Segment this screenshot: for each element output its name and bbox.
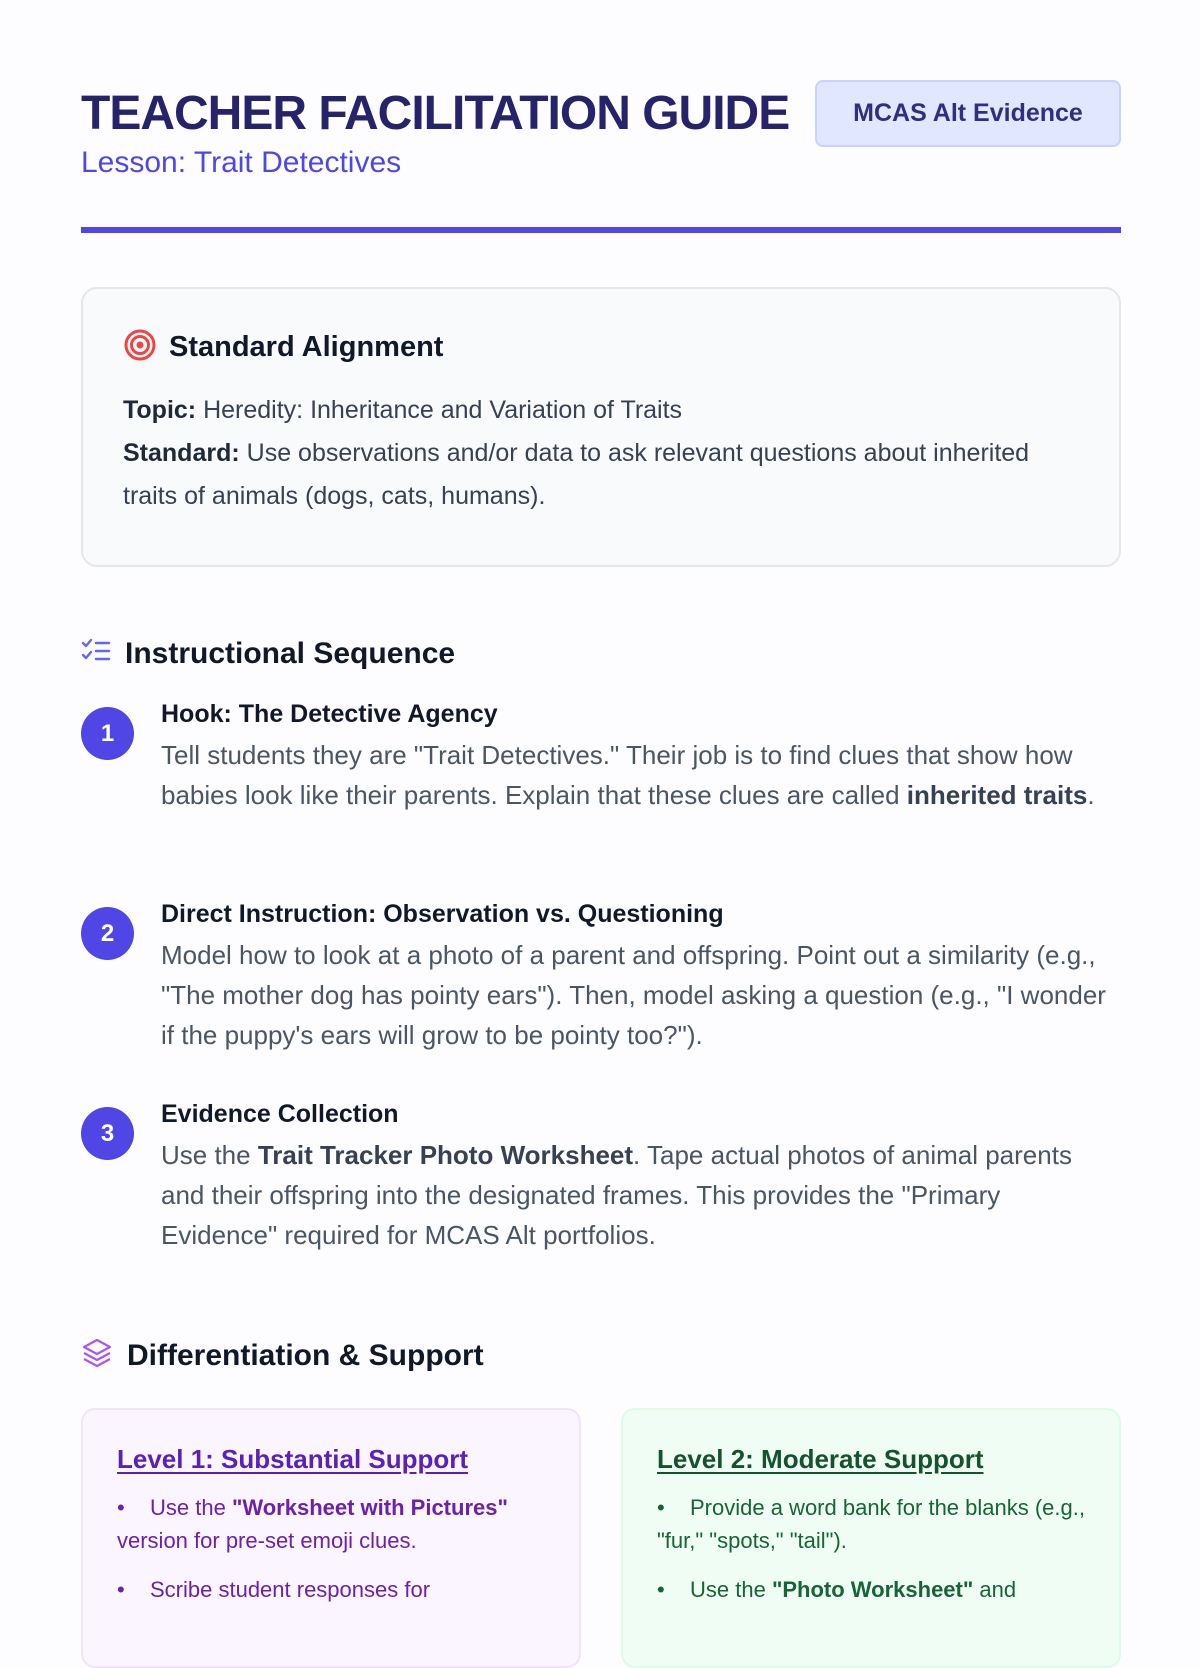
step-text: Model how to look at a photo of a parent and offspring. Point out a similarity (e.g., "The mother dog has pointy ears"). Then, model asking a question (e.g., "I wonder if the puppy's ears will grow to be pointy too?"). [161,940,1106,1050]
differentiation-header [81,1337,484,1374]
differentiation-heading: Differentiation & Support [127,1338,484,1372]
step-title: Direct Instruction: Observation vs. Questioning [161,900,724,928]
lesson-subtitle: Lesson: Trait Detectives [81,146,402,179]
page-header [81,80,1121,190]
step-number: 3 [81,1107,134,1160]
standard-value: Use observations and/or data to ask relevant questions about inherited traits of animals (dogs, cats, humans). [123,439,1030,510]
instructional-sequence-heading: Instructional Sequence [125,636,456,670]
step-title: Evidence Collection [161,1100,399,1128]
page-title: TEACHER FACILITATION GUIDE [81,87,790,140]
level1-title: Level 1: Substantial Support [117,1444,469,1474]
standard-alignment-text [123,389,1079,518]
step-text: Tell students they are "Trait Detectives." Their job is to find clues that show how babies look like their parents. Explain that these clues are called inherited traits. [161,740,1095,810]
list-item: • Use the "Worksheet with Pictures" version for pre-set emoji clues. [117,1491,545,1557]
topic-value: Heredity: Inheritance and Variation of Traits [203,396,683,424]
layers-icon [81,1337,113,1374]
target-icon [123,328,157,367]
instructional-sequence-header [81,636,455,671]
list-item: • Scribe student responses for [117,1573,545,1606]
standard-label: Standard: [123,439,240,467]
standard-alignment-card [81,287,1121,567]
level2-title: Level 2: Moderate Support [657,1444,984,1474]
list-item: • Provide a word bank for the blanks (e.g., "fur," "spots," "tail"). [657,1491,1085,1557]
step-number: 2 [81,907,134,960]
list-item: • Use the "Photo Worksheet" and [657,1573,1085,1606]
topic-label: Topic: [123,396,197,424]
level2-support-card [621,1408,1121,1668]
step-number: 1 [81,707,134,760]
mcas-alt-evidence-badge: MCAS Alt Evidence [815,80,1121,147]
step-title: Hook: The Detective Agency [161,700,498,728]
header-divider [81,227,1121,233]
step-text: Use the Trait Tracker Photo Worksheet. Tape actual photos of animal parents and their offspring into the designated frames. This provides the "Primary Evidence" required for MCAS Alt portfolios. [161,1140,1072,1250]
standard-alignment-heading: Standard Alignment [169,330,444,363]
level1-support-card [81,1408,581,1668]
checklist-icon [81,636,111,671]
